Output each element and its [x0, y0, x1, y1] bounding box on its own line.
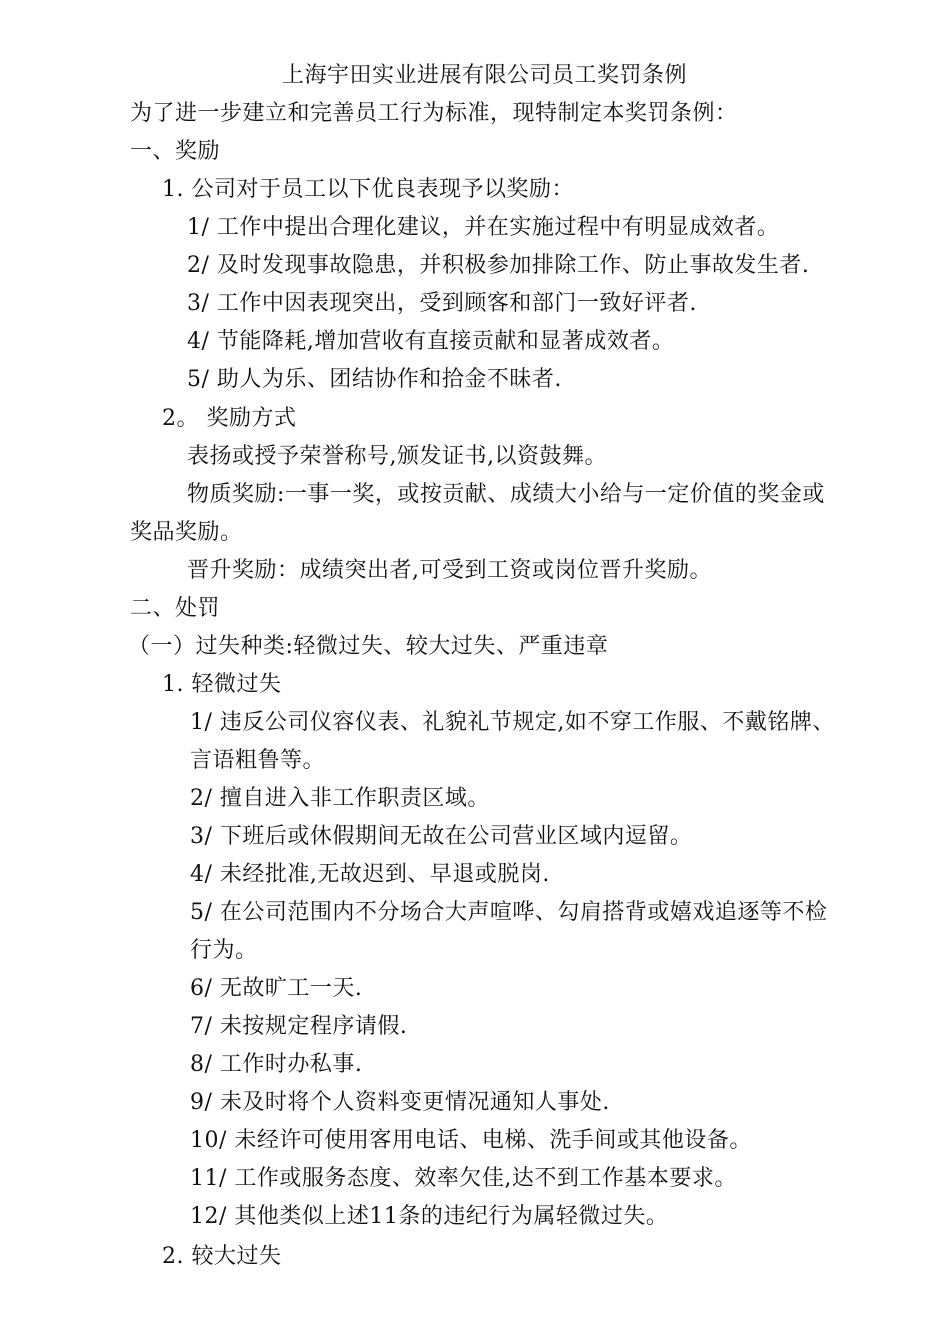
document-title: 上海宇田实业进展有限公司员工奖罚条例: [282, 63, 688, 88]
minor-fault-item: 9/ 未及时将个人资料变更情况通知人事处.: [190, 1090, 610, 1115]
minor-fault-item: 7/ 未按规定程序请假.: [190, 1014, 408, 1039]
rewards-item: 5/ 助人为乐、团结协作和拾金不昧者.: [187, 367, 562, 392]
minor-fault-item: 12/ 其他类似上述11条的违纪行为属轻微过失。: [190, 1204, 669, 1229]
rewards-method-paragraph: 奖品奖励。: [130, 520, 243, 545]
rewards-sub-heading-2: 2。 奖励方式: [162, 406, 297, 431]
rewards-item: 4/ 节能降耗,增加营收有直接贡献和显著成效者。: [187, 329, 675, 354]
minor-fault-item: 行为。: [190, 938, 258, 963]
minor-fault-item: 2/ 擅自进入非工作职责区域。: [190, 786, 490, 811]
minor-fault-item: 10/ 未经许可使用客用电话、电梯、洗手间或其他设备。: [190, 1128, 752, 1153]
fault-types-line: （一）过失种类:轻微过失、较大过失、严重违章: [128, 634, 609, 659]
rewards-item: 2/ 及时发现事故隐患，并积极参加排除工作、防止事故发生者.: [187, 253, 810, 278]
minor-fault-item: 1/ 违反公司仪容仪表、礼貌礼节规定,如不穿工作服、不戴铭牌、: [190, 710, 835, 735]
rewards-method-paragraph: 表扬或授予荣誉称号,颁发证书,以资鼓舞。: [187, 444, 607, 469]
section-heading-penalties: 二、处罚: [130, 596, 221, 621]
intro-paragraph: 为了进一步建立和完善员工行为标准，现特制定本奖罚条例：: [130, 101, 738, 126]
rewards-method-paragraph: 晋升奖励：成绩突出者,可受到工资或岗位晋升奖励。: [187, 558, 712, 583]
rewards-item: 1/ 工作中提出合理化建议，并在实施过程中有明显成效者。: [187, 215, 780, 240]
minor-fault-item: 6/ 无故旷工一天.: [190, 976, 363, 1001]
major-fault-heading: 2. 较大过失: [162, 1244, 282, 1269]
minor-fault-item: 8/ 工作时办私事.: [190, 1052, 363, 1077]
minor-fault-item: 言语粗鲁等。: [190, 748, 326, 773]
minor-fault-item: 5/ 在公司范围内不分场合大声喧哗、勾肩搭背或嬉戏追逐等不检: [190, 900, 828, 925]
minor-fault-item: 4/ 未经批准,无故迟到、早退或脱岗.: [190, 862, 550, 887]
minor-fault-item: 11/ 工作或服务态度、效率欠佳,达不到工作基本要求。: [190, 1166, 737, 1191]
minor-fault-heading: 1. 轻微过失: [162, 672, 282, 697]
rewards-sub-heading-1: 1. 公司对于员工以下优良表现予以奖励：: [162, 177, 574, 202]
rewards-method-paragraph: 物质奖励:一事一奖，或按贡献、成绩大小给与一定价值的奖金或: [187, 482, 825, 507]
rewards-item: 3/ 工作中因表现突出，受到顾客和部门一致好评者.: [187, 291, 697, 316]
section-heading-rewards: 一、奖励: [130, 139, 221, 164]
minor-fault-item: 3/ 下班后或休假期间无故在公司营业区域内逗留。: [190, 824, 693, 849]
